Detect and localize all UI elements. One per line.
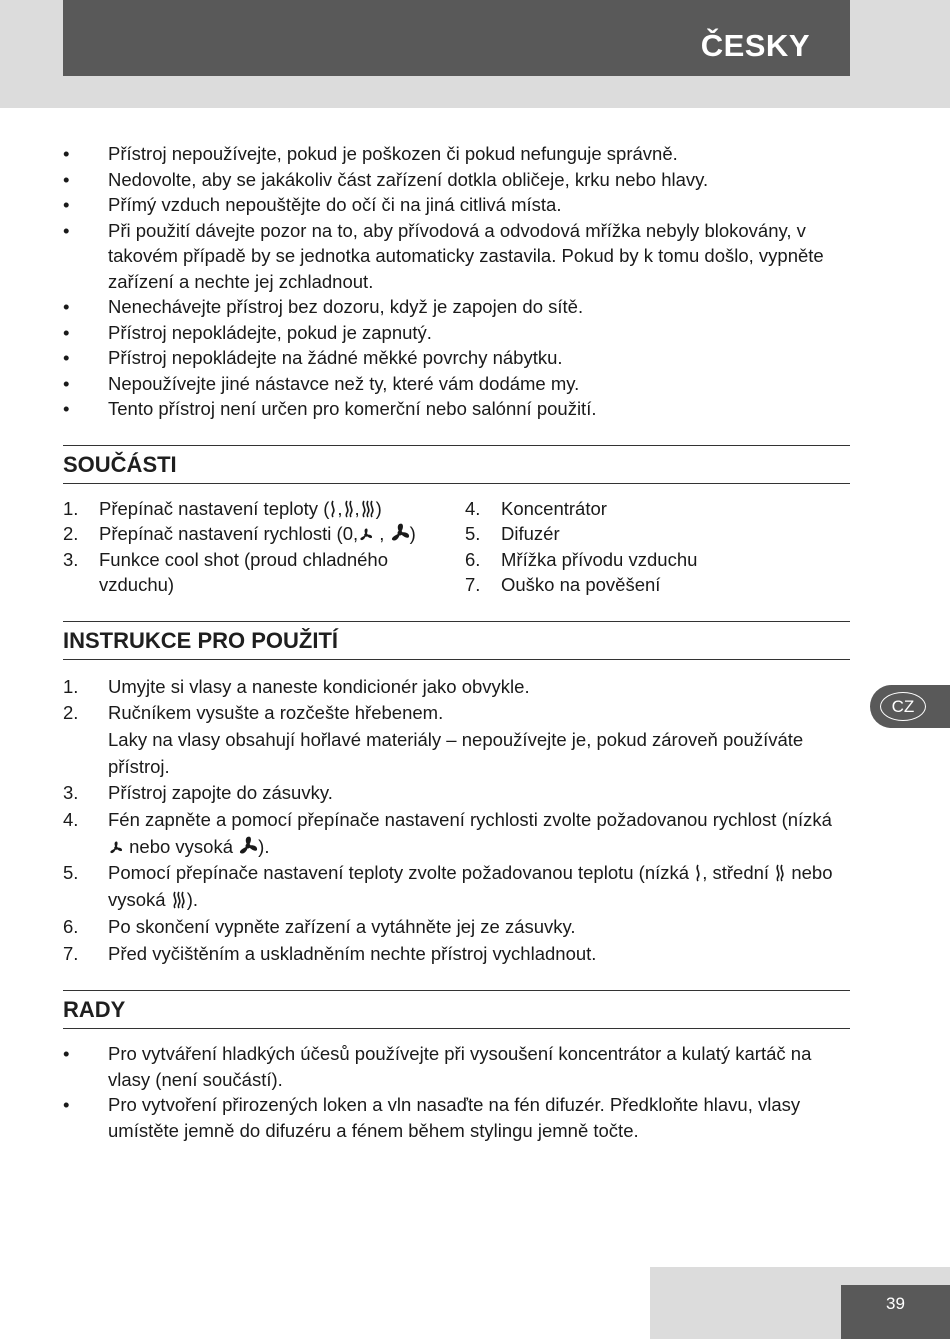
fan-high-icon: [390, 523, 410, 543]
item-text: Ouško na pověšení: [501, 574, 661, 595]
list-item: [465, 572, 697, 598]
tip-item: • Pro vytvoření přirozených loken a vln nasaďte na fén difuzér. Předkloňte hlavu, vlasy umístěte jemně do difuzéru a fénem během stylingu jemně točte.: [63, 1092, 850, 1143]
item-number: 3.: [63, 782, 79, 804]
item-text: Difuzér: [501, 523, 560, 544]
parts-list-right: [465, 496, 697, 598]
item-text: Funkce cool shot (proud chladného vzduchu): [99, 548, 388, 595]
item-number: 6.: [465, 548, 481, 570]
parts-list-left: [63, 496, 465, 598]
item-text: Ručníkem vysušte a rozčešte hřebenem.: [108, 702, 444, 724]
fan-low-icon: [108, 840, 124, 856]
item-number: 7.: [465, 574, 481, 595]
item-text: ): [375, 497, 382, 519]
item-text: ,: [354, 497, 360, 519]
item-text: ).: [258, 835, 270, 857]
warning-item: • Přístroj nepoužívejte, pokud je poškozen či pokud nefunguje správně.: [63, 141, 850, 167]
item-text: ): [409, 523, 416, 544]
list-item: [63, 496, 465, 522]
item-text: Po skončení vypněte zařízení a vytáhněte jej ze zásuvky.: [108, 915, 576, 937]
item-number: 6.: [63, 915, 79, 937]
fan-high-icon: [238, 836, 258, 856]
list-item: [63, 941, 850, 968]
list-item: [63, 860, 850, 913]
warning-item: • Přístroj nepokládejte, pokud je zapnutý.: [63, 320, 850, 346]
list-item: [63, 780, 850, 807]
item-text: ,: [374, 523, 385, 544]
language-side-tab: [870, 685, 950, 728]
item-number: 4.: [465, 497, 481, 519]
warning-item: • Nenechávejte přístroj bez dozoru, když je zapojen do sítě.: [63, 294, 850, 320]
item-number: 5.: [465, 523, 481, 544]
item-text: Pomocí přepínače nastavení teploty zvolte požadovanou teplotu (nízká: [108, 862, 695, 884]
tip-item: • Pro vytváření hladkých účesů používejte při vysoušení koncentrátor a kulatý kartáč na vlasy (není součástí).: [63, 1041, 850, 1092]
item-text: ).: [186, 889, 199, 911]
language-code: CZ: [880, 692, 926, 721]
parts-section: [63, 445, 850, 598]
list-item: [63, 700, 850, 780]
item-text: Umyjte si vlasy a naneste kondicionér jako obvykle.: [108, 675, 530, 697]
fan-low-icon: [358, 527, 374, 543]
instructions-list: [63, 674, 850, 968]
warning-item: • Tento přístroj není určen pro komerční nebo salónní použití.: [63, 396, 850, 422]
list-item: [465, 521, 697, 547]
item-text: Přepínač nastavení teploty (: [99, 497, 330, 519]
instructions-section: [63, 621, 850, 968]
item-text: Fén zapněte a pomocí přepínače nastavení rychlosti zvolte požadovanou rychlost (nízká: [108, 809, 832, 831]
page-number: 39: [841, 1285, 950, 1339]
list-item: [465, 496, 697, 522]
warning-list: [63, 141, 850, 422]
tips-title: RADY: [63, 990, 850, 1029]
tips-list: [63, 1041, 850, 1143]
heat-medium-icon: [774, 864, 786, 882]
item-note: Laky na vlasy obsahují hořlavé materiály – nepoužívejte je, pokud zároveň používáte přístroj.: [108, 728, 804, 777]
warning-item: • Přístroj nepokládejte na žádné měkké povrchy nábytku.: [63, 345, 850, 371]
item-text: , střední: [702, 862, 775, 884]
list-item: [63, 521, 465, 547]
item-text: Před vyčištěním a uskladněním nechte přístroj vychladnout.: [108, 942, 597, 964]
item-number: 3.: [63, 548, 79, 570]
item-number: 1.: [63, 675, 79, 697]
item-number: 2.: [63, 523, 79, 544]
page-content: [63, 141, 850, 1143]
warning-item: • Při použití dávejte pozor na to, aby přívodová a odvodová mřížka nebyly blokovány, v takovém případě by se jednotka automaticky zastavila. Pokud by k tomu došlo, vypněte zařízení a nechte jej zchladnout.: [63, 218, 850, 295]
item-text: nebo vysoká: [108, 862, 833, 911]
item-number: 1.: [63, 497, 79, 519]
list-item: [63, 547, 465, 598]
heat-high-icon: [360, 500, 376, 518]
item-text: nebo vysoká: [124, 835, 239, 857]
warning-item: • Nedovolte, aby se jakákoliv část zařízení dotkla obličeje, krku nebo hlavy.: [63, 167, 850, 193]
item-number: 7.: [63, 942, 79, 964]
warning-item: • Nepoužívejte jiné nástavce než ty, které vám dodáme my.: [63, 371, 850, 397]
list-item: [63, 807, 850, 860]
list-item: [465, 547, 697, 573]
language-header: [63, 0, 850, 76]
instructions-title: INSTRUKCE PRO POUŽITÍ: [63, 621, 850, 660]
item-number: 2.: [63, 702, 79, 724]
item-text: ,: [337, 497, 343, 519]
heat-low-icon: [694, 864, 702, 882]
heat-high-icon: [171, 891, 187, 909]
item-text: Koncentrátor: [501, 497, 607, 519]
item-text: Přístroj zapojte do zásuvky.: [108, 782, 333, 804]
item-text: Přepínač nastavení rychlosti (0,: [99, 523, 359, 544]
tips-section: [63, 990, 850, 1143]
list-item: [63, 674, 850, 701]
list-item: [63, 914, 850, 941]
heat-medium-icon: [343, 500, 355, 518]
item-number: 5.: [63, 862, 79, 884]
warning-item: • Přímý vzduch nepouštějte do očí či na jiná citlivá místa.: [63, 192, 850, 218]
language-title: ČESKY: [700, 28, 810, 63]
item-text: Mřížka přívodu vzduchu: [501, 548, 698, 570]
item-number: 4.: [63, 809, 79, 831]
parts-title: SOUČÁSTI: [63, 445, 850, 484]
